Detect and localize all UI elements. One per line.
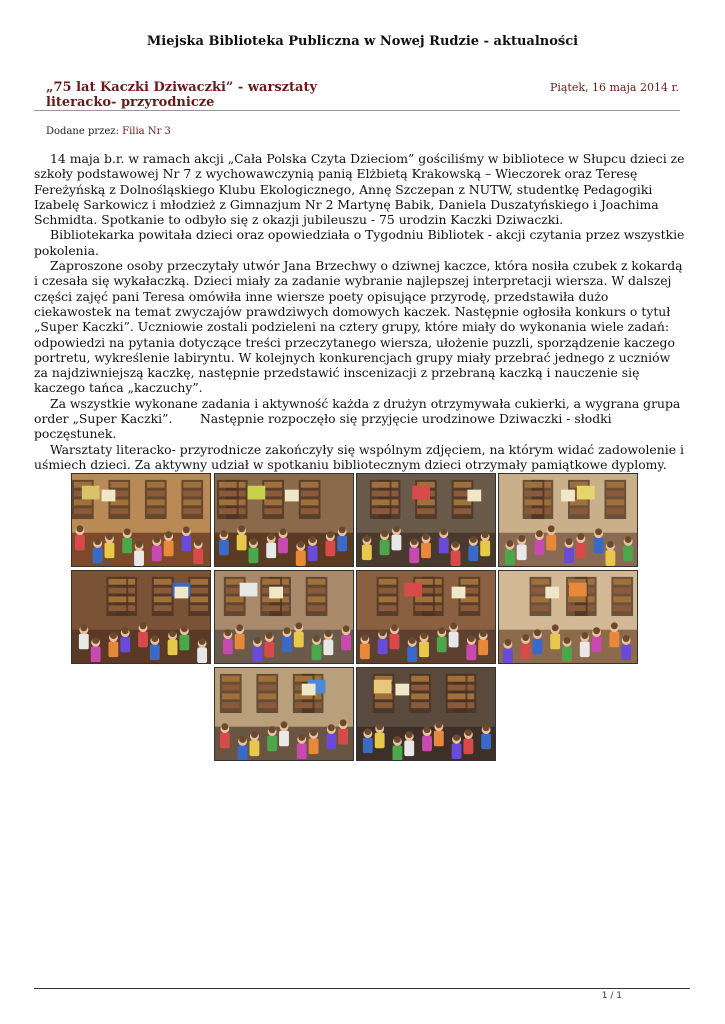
article-title[interactable]: „75 lat Kaczki Dziwaczki” - warsztaty literacko- przyrodnicze bbox=[46, 80, 318, 110]
photo-image bbox=[357, 474, 495, 566]
photo-image bbox=[499, 571, 637, 663]
added-by-label: Dodane przez: bbox=[46, 126, 119, 137]
article-paragraph: Zaproszone osoby przeczytały utwór Jana Brzechwy o dziwnej kaczce, która nosiła czubek z kokardą i czesała się wykałaczką. Dzieci miały za zadanie wybranie najlepszej interpretacji wiersza. W dalszej części zajęć pani Teresa omówiła inne wiersze poety opisujące przyrodę, przedstawiła dużo ciekawostek na temat zwyczajów prawdziwych domowych kaczek. Następnie ogłosiła konkurs o tytuł „Super Kaczki”. Uczniowie zostali podzieleni na cztery grupy, które miały do wykonania wiele zadań: odpowiedzi na pytania dotyczące treści przeczytanego wiersza, ułożenie puzzli, sporządzenie kaczego portretu, wykreślenie labiryntu. W kolejnych konkurencjach grupy miały przebrać jednego z uczniów za najdziwniejszą kaczkę, następnie przedstawić inscenizacji z przebraną kaczką i nauczenie się kaczego tańca „kaczuchy”. bbox=[34, 258, 687, 396]
photo-image bbox=[215, 474, 353, 566]
gallery-photo[interactable] bbox=[71, 570, 211, 664]
gallery-photo[interactable] bbox=[71, 473, 211, 567]
gallery-photo[interactable] bbox=[498, 473, 638, 567]
gallery-photo[interactable] bbox=[356, 667, 496, 761]
gallery-photo[interactable] bbox=[214, 570, 354, 664]
site-title: Miejska Biblioteka Publiczna w Nowej Rudzie - aktualności bbox=[146, 34, 579, 49]
photo-image bbox=[357, 668, 495, 760]
article-date: Piątek, 16 maja 2014 r. bbox=[549, 81, 679, 94]
photo-image bbox=[72, 474, 210, 566]
article-paragraph: 14 maja b.r. w ramach akcji „Cała Polska Czyta Dzieciom” gościliśmy w bibliotece w Słupcu dzieci ze szkoły podstawowej Nr 7 z wychowawczynią panią Elżbietą Krakowską – Wieczorek oraz Teresę Fereżyńską z Dolnośląskiego Klubu Ekologicznego, Annę Szczepan z NUTW, studentkę Pedagogiki Izabelę Sarkowicz i młodzież z Gimnazjum Nr 2 Martynę Babik, Daniela Duszatyńskiego i Joachima Schmidta. Spotkanie to odbyło się z okazji jubileuszu - 75 urodzin Kaczki Dziwaczki. bbox=[34, 151, 689, 228]
photo-image bbox=[499, 474, 637, 566]
title-divider bbox=[34, 110, 680, 111]
author-link[interactable]: Filia Nr 3 bbox=[122, 126, 171, 137]
page-number: 1 / 1 bbox=[601, 991, 622, 1001]
added-by bbox=[46, 126, 171, 137]
article-paragraph: Za wszystkie wykonane zadania i aktywność każda z drużyn otrzymywała cukierki, a wygrana grupa order „Super Kaczki”. Następnie rozpoczęło się przyjęcie urodzinowe Dziwaczki - słodki poczęstunek. bbox=[34, 395, 685, 442]
footer-divider bbox=[34, 988, 690, 989]
photo-image bbox=[215, 668, 353, 760]
article-paragraph: Warsztaty literacko- przyrodnicze zakończyły się wspólnym zdjęciem, na którym widać zadowolenie i uśmiech dzieci. Za aktywny udział w spotkaniu bibliotecznym dzieci otrzymały pamiątkowe dyplomy. bbox=[34, 441, 688, 472]
article-body bbox=[34, 151, 689, 472]
photo-image bbox=[215, 571, 353, 663]
photo-image bbox=[357, 571, 495, 663]
gallery-photo[interactable] bbox=[214, 667, 354, 761]
gallery-photo[interactable] bbox=[356, 570, 496, 664]
gallery-photo[interactable] bbox=[214, 473, 354, 567]
gallery-photo[interactable] bbox=[498, 570, 638, 664]
article-paragraph: Bibliotekarka powitała dzieci oraz opowiedziała o Tygodniu Bibliotek - akcji czytania przez wszystkie pokolenia. bbox=[34, 227, 689, 258]
gallery-photo[interactable] bbox=[356, 473, 496, 567]
photo-image bbox=[72, 571, 210, 663]
